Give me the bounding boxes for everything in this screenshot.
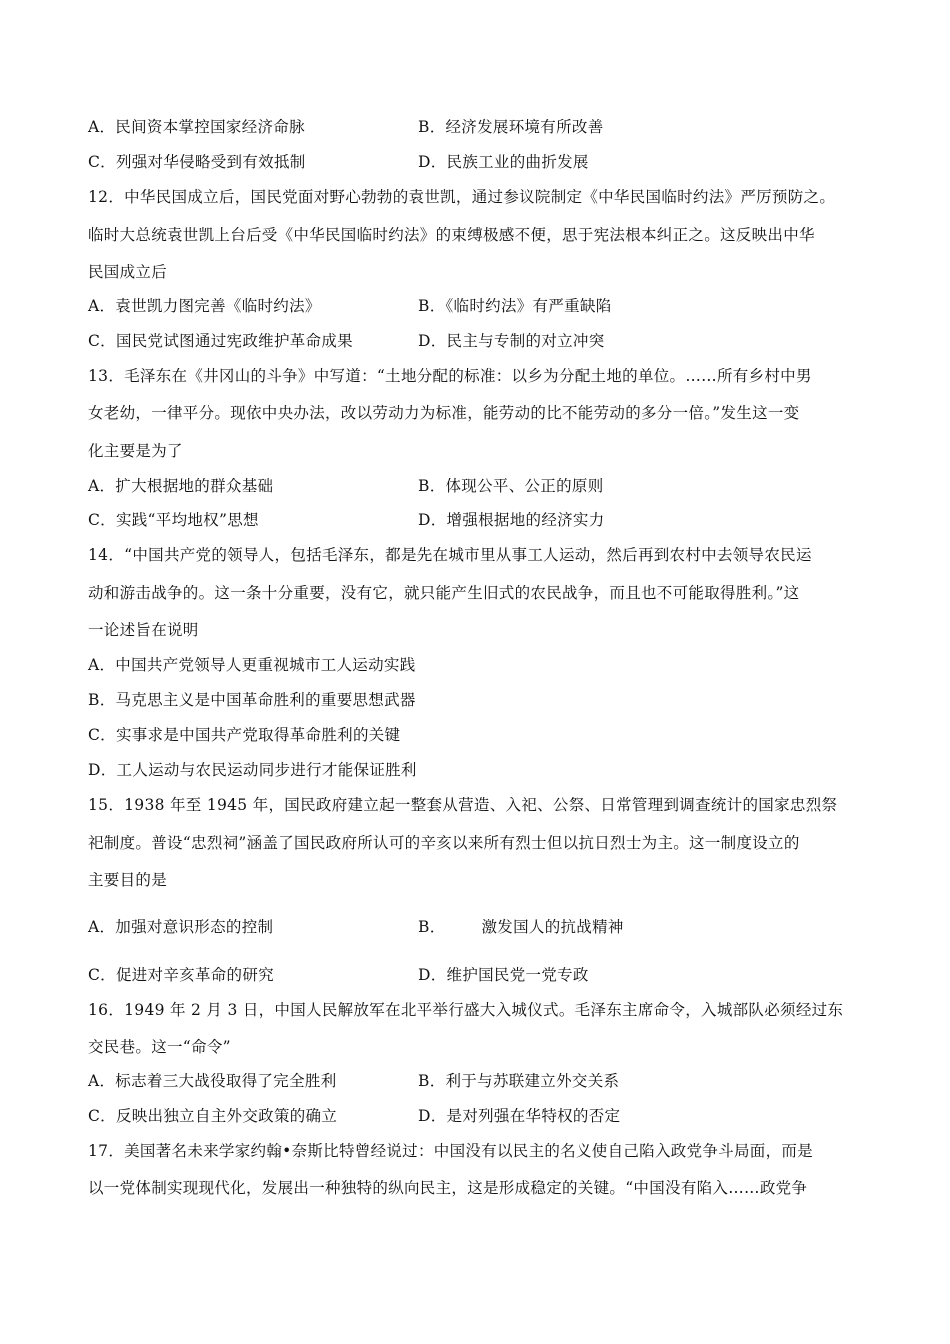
q13-option-d: D．增强根据地的经济实力 xyxy=(418,511,605,529)
q12-option-a: A．袁世凯力图完善《临时约法》 xyxy=(88,297,321,315)
q15-option-c: C．促进对辛亥革命的研究 xyxy=(88,966,274,984)
q14-stem-line-2: 动和游击战争的。这一条十分重要，没有它，就只能产生旧式的农民战争，而且也不可能取得胜利。”这 xyxy=(88,584,800,602)
q11-option-a: A．民间资本掌控国家经济命脉 xyxy=(88,118,305,136)
q14-option-c: C．实事求是中国共产党取得革命胜利的关键 xyxy=(88,726,401,744)
q16-stem-line-2: 交民巷。这一“命令” xyxy=(88,1038,231,1056)
q17-stem-line-2: 以一党体制实现现代化，发展出一种独特的纵向民主，这是形成稳定的关键。“中国没有陷入……政党争 xyxy=(88,1179,808,1197)
q14-stem-line-1: 14．“中国共产党的领导人，包括毛泽东，都是先在城市里从事工人运动，然后再到农村中去领导农民运 xyxy=(88,546,812,564)
q13-option-c: C．实践“平均地权”思想 xyxy=(88,511,259,529)
q16-stem-line-1: 16．1949 年 2 月 3 日，中国人民解放军在北平举行盛大入城仪式。毛泽东主席命令，入城部队必须经过东 xyxy=(88,1001,844,1019)
q14-option-d: D．工人运动与农民运动同步进行才能保证胜利 xyxy=(88,761,417,779)
q16-option-c: C．反映出独立自主外交政策的确立 xyxy=(88,1107,338,1125)
q15-option-a: A．加强对意识形态的控制 xyxy=(88,918,274,936)
q13-stem-line-1: 13．毛泽东在《井冈山的斗争》中写道：“土地分配的标准：以乡为分配土地的单位。……所有乡村中男 xyxy=(88,367,812,385)
q14-option-b: B．马克思主义是中国革命胜利的重要思想武器 xyxy=(88,691,416,709)
q12-stem-line-3: 民国成立后 xyxy=(88,263,168,281)
q17-stem-line-1: 17．美国著名未来学家约翰•奈斯比特曾经说过：中国没有以民主的名义使自己陷入政党争斗局面，而是 xyxy=(88,1142,813,1160)
q11-option-d: D．民族工业的曲折发展 xyxy=(418,153,589,171)
q16-option-a: A．标志着三大战役取得了完全胜利 xyxy=(88,1072,337,1090)
q12-stem-line-2: 临时大总统袁世凯上台后受《中华民国临时约法》的束缚极感不便，思于宪法根本纠正之。这反映出中华 xyxy=(88,226,815,244)
q12-option-c: C．国民党试图通过宪政维护革命成果 xyxy=(88,332,353,350)
q15-stem-line-2: 祀制度。普设“忠烈祠”涵盖了国民政府所认可的辛亥以来所有烈士但以抗日烈士为主。这一制度设立的 xyxy=(88,834,800,852)
q16-option-d: D．是对列强在华特权的否定 xyxy=(418,1107,621,1125)
q13-stem-line-3: 化主要是为了 xyxy=(88,442,183,460)
q14-option-a: A．中国共产党领导人更重视城市工人运动实践 xyxy=(88,656,416,674)
q13-option-a: A．扩大根据地的群众基础 xyxy=(88,477,274,495)
q15-option-b-text: 激发国人的抗战精神 xyxy=(481,918,624,936)
q12-stem-line-1: 12．中华民国成立后，国民党面对野心勃勃的袁世凯，通过参议院制定《中华民国临时约法》严厉预防之。 xyxy=(88,188,836,206)
q13-option-b: B．体现公平、公正的原则 xyxy=(418,477,604,495)
q15-stem-line-3: 主要目的是 xyxy=(88,871,168,889)
q11-option-c: C．列强对华侵略受到有效抵制 xyxy=(88,153,306,171)
q16-option-b: B．利于与苏联建立外交关系 xyxy=(418,1072,620,1090)
q12-option-d: D．民主与专制的对立冲突 xyxy=(418,332,605,350)
q11-option-b: B．经济发展环境有所改善 xyxy=(418,118,604,136)
q13-stem-line-2: 女老幼，一律平分。现依中央办法，改以劳动力为标准，能劳动的比不能劳动的多分一倍。”发生这一变 xyxy=(88,404,800,422)
q14-stem-line-3: 一论述旨在说明 xyxy=(88,621,199,639)
q15-option-b xyxy=(418,916,624,938)
q12-option-b: B．《临时约法》有严重缺陷 xyxy=(418,297,612,315)
q15-option-d: D．维护国民党一党专政 xyxy=(418,966,589,984)
q15-stem-line-1: 15．1938 年至 1945 年，国民政府建立起一整套从营造、入祀、公祭、日常管理到调查统计的国家忠烈祭 xyxy=(88,796,838,814)
q15-option-b-label: B． xyxy=(418,918,446,936)
